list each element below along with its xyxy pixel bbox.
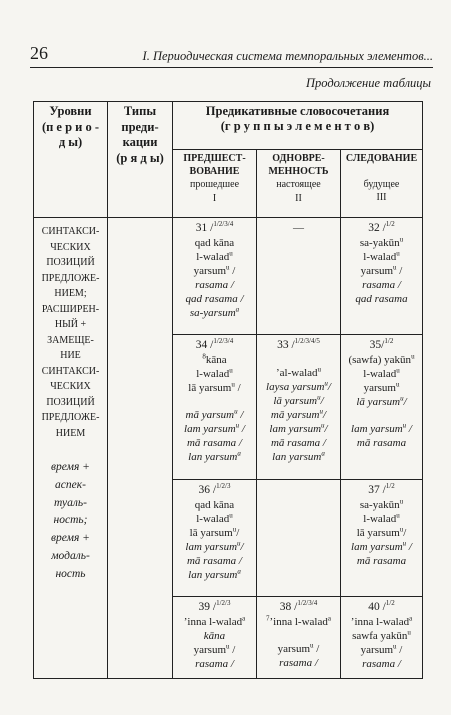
column-name: СЛЕДОВАНИЕ [345,153,418,164]
cell-36 [173,480,257,597]
example-line [343,381,420,395]
vowel-mark: u [229,366,233,375]
line-text: mā rasama [356,437,407,450]
example-line [259,380,338,394]
level-line: ПОЗИЦИЙ [46,257,95,268]
line-tail: / [239,423,245,436]
cell-37 [341,480,423,597]
header-col-3 [341,150,423,218]
example-line [343,498,420,512]
cell-38 [257,597,341,679]
line-text: yarsum [277,642,311,655]
line-text: mā rasama / [270,437,326,450]
line-text: rasama / [195,278,234,291]
line-tail: / [396,643,403,656]
column-name: ПРЕДШЕСТ- [183,153,246,164]
cell-empty [257,480,341,597]
vowel-mark: u [399,525,404,534]
example-id: 37 / [368,484,386,496]
line-tail: / [234,381,241,394]
example-line [343,353,420,367]
example-number [343,600,420,615]
vowel-mark: a [235,305,240,314]
line-text: mā rasama / [186,555,242,568]
level-italic-line: время + [51,532,90,545]
level-line: СИНТАКСИ- [41,226,100,237]
example-number [175,338,254,353]
example-line [175,540,254,554]
line-text: qad kāna [194,498,235,511]
example-variants: 1/2/3/4/5 [294,337,320,346]
example-line [259,422,338,436]
vowel-mark: u [321,421,325,430]
vowel-mark: u [396,249,400,258]
line-text: lan yarsum [272,451,322,464]
line-text: kāna [203,629,226,642]
line-prefix-mark: 8 [202,352,206,361]
line-text: mā rasama [356,555,407,568]
example-variants: 1/2/3/4 [297,599,318,608]
example-line [175,568,254,582]
level-italic-line: туаль- [54,496,87,509]
example-line [343,629,420,643]
example-line [259,436,338,450]
line-text: mā yarsum [185,408,235,421]
example-line [175,408,254,422]
vowel-mark: u [226,642,230,651]
example-number [343,338,420,353]
line-text: lā yarsum [356,395,401,408]
line-text: rasama / [195,657,234,670]
example-line [343,250,420,264]
cell-34 [173,335,257,480]
vowel-mark: u [396,366,400,375]
line-text: sawfa yakūn [352,629,408,642]
vowel-mark: a [237,449,241,458]
line-text: sa-yarsum [189,307,236,320]
example-number [259,338,338,353]
vowel-mark: u [400,394,404,403]
line-text: laysa yarsum [266,380,325,393]
line-text: ʼinna l-walad [183,615,243,628]
header-types-line: преди- [121,119,159,134]
continuation-label: Продолжение таблицы [305,76,431,90]
vowel-mark: a [321,449,325,458]
example-line [175,554,254,568]
header-types-line: Типы [123,104,157,118]
example-line [175,264,254,278]
example-line [175,657,254,671]
line-tail: / [327,380,331,393]
line-text: yarsum [193,643,227,656]
example-variants: 1/2/3 [216,599,231,608]
line-tail: / [237,408,244,421]
level-line: ПРЕДЛОЖЕ- [41,412,100,423]
example-line [343,526,420,540]
vowel-mark: u [402,539,407,548]
vowel-mark: a [237,567,241,576]
example-line [175,278,254,292]
header-levels-line: Уровни [49,104,92,118]
level-line: НЫЙ + [54,319,87,330]
example-line [175,306,254,320]
cell-empty-dash [257,218,341,335]
example-line [343,657,420,671]
line-text: mā yarsum [270,408,320,421]
level-line: РАСШИРЕН- [41,303,100,315]
vowel-mark: u [237,539,241,548]
line-text: lam yarsum [185,540,238,553]
example-line [343,236,420,250]
example-line [259,656,338,670]
line-text: lā yarsum [188,381,232,394]
line-text: lam yarsum [269,423,322,436]
line-tail: / [240,540,244,553]
header-col-2 [257,150,341,218]
level-line: ПОЗИЦИЙ [46,396,95,408]
line-text: l-walad [363,250,397,263]
level-italic [36,459,105,584]
line-text: lā yarsum [356,526,400,539]
level-cell [34,218,108,679]
example-line [343,436,420,450]
running-title: I. Периодическая система темпоральных элементов... [142,49,433,63]
vowel-mark: u [396,511,400,520]
example-line [175,526,254,540]
line-text: kāna [205,353,227,366]
line-text: ʼinna l-walad [269,615,328,628]
line-tail: / [229,264,236,277]
example-line [175,381,254,395]
vowel-mark: u [317,365,322,374]
vowel-mark: u [310,641,314,650]
level-line: ПРЕДЛОЖЕ- [41,272,100,284]
example-line [175,615,254,629]
cell-39 [173,597,257,679]
example-line [175,292,254,306]
vowel-mark: u [235,421,240,430]
page-number: 26 [30,43,48,63]
example-line [175,629,254,643]
line-text: ʼal-walad [275,366,318,379]
line-text: lā yarsum [189,526,233,539]
example-line [175,436,254,450]
running-header [30,44,433,68]
line-text: l-walad [363,512,397,525]
vowel-mark: u [324,379,328,388]
example-line [259,366,338,380]
vowel-mark: u [232,525,237,534]
example-line [343,395,420,409]
vowel-mark: u [226,263,230,272]
cell-35 [341,335,423,480]
line-text: rasama / [362,657,401,670]
column-number: I [212,192,217,204]
level-italic-line: модаль- [51,550,90,563]
example-variants: 1/2 [384,337,394,346]
example-variants: 1/2/3 [216,482,231,491]
line-tail: / [236,526,240,539]
line-text: sa-yakūn [359,498,400,511]
header-types-line: (р я д ы) [116,150,164,165]
example-number [175,483,254,498]
example-line [343,615,420,629]
line-text: l-walad [196,512,230,525]
example-line [175,512,254,526]
line-text: yarsum [363,381,396,394]
vowel-mark: u [407,628,411,637]
vowel-mark: a [327,614,331,623]
header-levels [34,102,108,218]
header-col-1 [173,150,257,218]
example-line [259,615,338,629]
line-text: lā yarsum [273,394,318,407]
example-variants: 1/2/3/4 [213,337,234,346]
example-variants: 1/2 [385,220,395,229]
types-cell [108,218,173,679]
line-text: l-walad [363,367,397,380]
vowel-mark: u [234,407,238,416]
example-number [343,483,420,498]
example-variants: 1/2/3/4 [213,220,234,229]
level-line: ЧЕСКИХ [50,241,91,253]
example-line [343,264,420,278]
header-types-line: кации [122,135,158,150]
example-id: 36 / [198,484,217,496]
example-line [259,408,338,422]
vowel-mark: a [242,614,246,623]
line-tail: / [229,643,236,656]
example-line [343,292,420,306]
example-line [343,367,420,381]
example-line [343,422,420,436]
column-tense: будущее [363,178,400,190]
vowel-mark: u [399,497,404,506]
example-line [259,450,338,464]
example-line [175,450,254,464]
line-tail: / [320,394,324,407]
example-id: 34 / [195,339,214,351]
vowel-mark: u [231,380,235,389]
example-line [175,250,254,264]
level-italic-line: ность [55,567,86,580]
vowel-mark: u [317,393,321,402]
header-predicative-line: (г р у п п ы э л е м е н т о в) [220,119,375,133]
column-tense: настоящее [276,179,321,190]
column-number: II [295,192,302,204]
cell-31 [173,218,257,335]
line-text: lam yarsum [351,423,403,436]
cell-32 [341,218,423,335]
vowel-mark: a [409,614,413,623]
line-text: qad rasama / [185,293,244,306]
vowel-mark: u [393,263,397,272]
example-variants: 1/2 [385,599,395,608]
example-number [175,600,254,615]
example-line [343,512,420,526]
line-text: yarsum [360,643,394,656]
level-italic-line: ность; [53,514,88,527]
example-id: 35/ [369,339,385,351]
cell-33 [257,335,341,480]
header-predicative-line: Предикативные словосочетания [205,104,390,118]
column-tense: прошедшее [189,179,240,190]
level-line: СИНТАКСИ- [41,365,100,377]
column-name: ОДНОВРЕ- [272,153,325,164]
line-tail: / [324,423,328,436]
line-text: rasama / [279,656,318,669]
example-line [175,422,254,436]
level-line: НИЕМ; [54,288,87,299]
line-text: l-walad [196,250,230,263]
example-line [175,643,254,657]
example-number [175,221,254,236]
line-text: qad rasama [355,293,408,306]
example-line [175,353,254,367]
example-line [259,642,338,656]
example-id: 33 / [277,339,295,351]
example-line [343,278,420,292]
level-line: ЗАМЕЩЕ- [47,334,94,346]
line-text: rasama / [362,278,401,291]
line-text: qad kāna [194,236,235,249]
vowel-mark: u [229,249,233,258]
line-text: lan yarsum [188,569,238,582]
periodic-table [33,101,423,679]
line-text: ʼinna l-walad [350,615,410,628]
line-text: lam yarsum [184,423,236,436]
vowel-mark: u [393,642,397,651]
example-line [175,236,254,250]
vowel-mark: u [411,352,415,361]
level-line: НИЕ [60,350,81,361]
line-prefix-mark: 7 [266,614,270,623]
vowel-mark: u [395,380,400,389]
vowel-mark: u [402,421,407,430]
line-text: (sawfa) yakūn [348,353,412,366]
dash-mark: — [293,222,304,234]
line-tail: / [396,264,403,277]
example-line [175,367,254,381]
example-number [259,600,338,615]
example-line [259,394,338,408]
example-line [175,498,254,512]
example-number [343,221,420,236]
example-id: 32 / [368,222,386,234]
vowel-mark: u [399,235,404,244]
header-types [108,102,173,218]
example-id: 40 / [368,601,386,613]
example-id: 31 / [195,222,214,234]
line-tail: / [313,642,320,655]
example-line [343,643,420,657]
line-text: l-walad [196,367,230,380]
line-tail: / [406,540,412,553]
example-variants: 1/2 [385,482,395,491]
example-line [343,540,420,554]
line-tail: / [323,408,327,421]
column-number: III [376,192,387,203]
line-text: sa-yakūn [359,236,400,249]
example-id: 39 / [198,601,217,613]
line-text: lan yarsum [188,451,238,464]
header-predicative [173,102,423,150]
level-italic-line: аспек- [55,478,86,491]
header-levels-line: д ы) [58,135,83,150]
line-text: mā rasama / [186,437,242,450]
line-text: lam yarsum [351,540,403,553]
line-tail: / [403,526,407,539]
line-text: yarsum [193,264,227,277]
header-levels-line: (п е р и о - [41,119,100,134]
level-line: НИЕМ [55,427,86,439]
cell-40 [341,597,423,679]
level-line: ЧЕСКИХ [50,381,91,392]
level-italic-line: время + [51,461,90,473]
column-name: МЕННОСТЬ [268,165,329,177]
line-text: yarsum [360,264,394,277]
example-line [343,554,420,568]
vowel-mark: u [229,511,233,520]
column-name: ВОВАНИЕ [189,165,240,177]
line-tail: / [406,423,412,436]
example-id: 38 / [279,601,298,613]
line-tail: / [403,395,407,408]
vowel-mark: u [319,407,324,416]
